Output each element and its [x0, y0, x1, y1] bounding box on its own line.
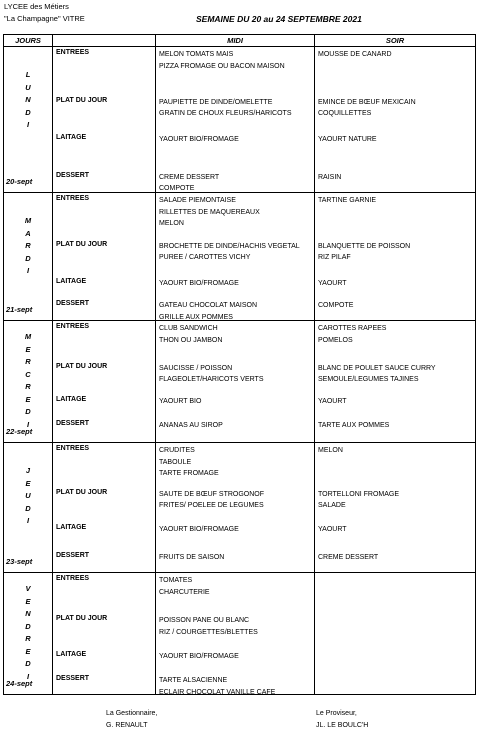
- meal-category: ENTREES: [53, 443, 156, 487]
- day-letter: D: [25, 621, 31, 631]
- meal-category: ENTREES: [53, 193, 156, 239]
- soir-dish: CREME DESSERT: [318, 554, 379, 562]
- day-label: [4, 443, 53, 572]
- soir-dish: RIZ PILAF: [318, 254, 351, 262]
- meal-row: [53, 276, 475, 298]
- day-letter: M: [24, 216, 32, 225]
- midi-dish: YAOURT BIO/FROMAGE: [159, 526, 239, 534]
- midi-dish: ECLAIR CHOCOLAT VANILLE CAFE: [159, 688, 276, 696]
- soir-cell: [315, 95, 475, 133]
- school-name: LYCEE des Métiers: [4, 2, 69, 11]
- menu-table: [3, 34, 476, 695]
- soir-header: SOIR: [385, 36, 405, 45]
- day-letter: A: [25, 228, 31, 238]
- midi-dish: BROCHETTE DE DINDE/HACHIS VEGETAL: [159, 242, 300, 250]
- midi-dish: GRILLE AUX POMMES: [159, 313, 233, 321]
- soir-dish: YAOURT: [318, 526, 347, 534]
- soir-dish: BLANC DE POULET SAUCE CURRY: [318, 364, 436, 372]
- soir-cell: [315, 487, 475, 523]
- meal-category: LAITAGE: [53, 649, 156, 673]
- midi-cell: [156, 276, 315, 298]
- meal-category: DESSERT: [53, 298, 156, 320]
- meal-category: ENTREES: [53, 573, 156, 613]
- midi-dish: SAUTE DE BŒUF STROGONOF: [159, 490, 265, 498]
- footer-proviseur: [316, 708, 368, 732]
- soir-cell: [315, 132, 475, 170]
- midi-cell: [156, 613, 315, 649]
- midi-cell: [156, 361, 315, 395]
- meal-category: DESSERT: [53, 673, 156, 694]
- day-letter: I: [26, 266, 30, 275]
- meal-row: [53, 573, 475, 613]
- soir-cell: [315, 321, 475, 361]
- day-letter: D: [25, 107, 31, 117]
- soir-cell: [315, 550, 475, 572]
- meal-row: [53, 487, 475, 523]
- soir-cell: [315, 443, 475, 487]
- day-block: [4, 193, 475, 321]
- midi-cell: [156, 239, 315, 277]
- meal-category: DESSERT: [53, 418, 156, 442]
- day-letter: R: [25, 241, 31, 250]
- day-date: 20-sept: [6, 177, 33, 186]
- soir-dish: COQUILLETTES: [318, 110, 372, 118]
- midi-cell: [156, 47, 315, 95]
- soir-cell: [315, 418, 475, 442]
- midi-cell: [156, 298, 315, 320]
- day-letter: I: [26, 516, 30, 525]
- meal-category: ENTREES: [53, 321, 156, 361]
- midi-dish: GATEAU CHOCOLAT MAISON: [159, 302, 258, 309]
- soir-cell: [315, 673, 475, 694]
- day-letter: M: [24, 332, 32, 341]
- day-date: 23-sept: [6, 557, 33, 566]
- day-letters: [4, 443, 52, 528]
- midi-cell: [156, 573, 315, 613]
- gestionnaire-title: La Gestionnaire,: [106, 710, 158, 717]
- midi-dish: THON OU JAMBON: [159, 336, 223, 344]
- soir-dish: CAROTTES RAPEES: [318, 325, 387, 332]
- day-letter: R: [25, 357, 31, 366]
- meal-row: [53, 522, 475, 550]
- soir-dish: BLANQUETTE DE POISSON: [318, 242, 411, 250]
- meal-row: [53, 361, 475, 395]
- soir-dish: MELON: [318, 447, 343, 454]
- soir-dish: YAOURT: [318, 398, 347, 406]
- midi-cell: [156, 170, 315, 192]
- day-letter: N: [25, 95, 31, 104]
- meal-category: PLAT DU JOUR: [53, 613, 156, 649]
- day-letter: E: [25, 646, 31, 656]
- meal-category: PLAT DU JOUR: [53, 487, 156, 523]
- day-letter: E: [25, 344, 31, 354]
- day-date: 21-sept: [6, 305, 33, 314]
- day-letter: N: [25, 609, 31, 618]
- meal-row: [53, 613, 475, 649]
- meal-row: [53, 649, 475, 673]
- midi-cell: [156, 418, 315, 442]
- meal-row: [53, 321, 475, 361]
- soir-cell: [315, 239, 475, 277]
- midi-dish: COMPOTE: [159, 185, 195, 193]
- midi-dish: YAOURT BIO: [159, 398, 202, 406]
- day-date: 24-sept: [6, 679, 33, 688]
- soir-dish: TARTINE GARNIE: [318, 197, 377, 204]
- soir-dish: TARTE AUX POMMES: [318, 422, 390, 430]
- meal-category: PLAT DU JOUR: [53, 361, 156, 395]
- meal-row: [53, 193, 475, 239]
- meal-category: DESSERT: [53, 550, 156, 572]
- meal-row: [53, 673, 475, 694]
- midi-dish: CRUDITES: [159, 447, 195, 454]
- meal-category: PLAT DU JOUR: [53, 239, 156, 277]
- midi-dish: FLAGEOLET/HARICOTS VERTS: [159, 376, 264, 384]
- day-label: [4, 47, 53, 192]
- proviseur-title: Le Proviseur,: [316, 710, 357, 717]
- midi-cell: [156, 673, 315, 694]
- day-letter: R: [25, 634, 31, 643]
- day-letter: E: [25, 394, 31, 404]
- soir-dish: RAISIN: [318, 173, 342, 181]
- soir-cell: [315, 170, 475, 192]
- meal-category: LAITAGE: [53, 394, 156, 418]
- meal-row: [53, 47, 475, 95]
- midi-dish: MELON TOMATS MAIS: [159, 51, 234, 58]
- midi-dish: TARTE FROMAGE: [159, 470, 219, 477]
- soir-dish: COMPOTE: [318, 302, 354, 309]
- soir-cell: [315, 573, 475, 613]
- soir-cell: [315, 47, 475, 95]
- school-subtitle: "La Champagne" VITRE: [4, 14, 85, 23]
- soir-dish: TORTELLONI FROMAGE: [318, 490, 400, 498]
- day-letter: J: [25, 466, 31, 475]
- midi-dish: PIZZA FROMAGE OU BACON MAISON: [159, 62, 285, 70]
- soir-cell: [315, 193, 475, 239]
- soir-cell: [315, 394, 475, 418]
- midi-dish: GRATIN DE CHOUX FLEURS/HARICOTS: [159, 110, 292, 118]
- soir-cell: [315, 361, 475, 395]
- midi-cell: [156, 321, 315, 361]
- meal-category: DESSERT: [53, 170, 156, 192]
- midi-cell: [156, 522, 315, 550]
- footer-gestionnaire: [106, 708, 157, 732]
- midi-cell: [156, 132, 315, 170]
- proviseur-name: JL. LE BOULC'H: [316, 722, 369, 729]
- midi-dish: TABOULE: [159, 458, 192, 466]
- days-container: [4, 47, 475, 694]
- soir-dish: YAOURT: [318, 280, 347, 288]
- day-letter: U: [25, 491, 31, 500]
- midi-cell: [156, 487, 315, 523]
- midi-dish: YAOURT BIO/FROMAGE: [159, 653, 239, 660]
- midi-dish: PUREE / CAROTTES VICHY: [159, 254, 251, 262]
- midi-dish: TOMATES: [159, 577, 193, 584]
- day-letter: U: [25, 82, 31, 92]
- table-header: [4, 35, 475, 47]
- day-letters: [4, 573, 52, 683]
- midi-dish: RIZ / COURGETTES/BLETTES: [159, 628, 258, 636]
- midi-dish: SAUCISSE / POISSON: [159, 364, 233, 372]
- meal-row: [53, 170, 475, 192]
- day-letter: L: [25, 70, 31, 79]
- day-letter: I: [26, 671, 30, 681]
- midi-dish: CREME DESSERT: [159, 173, 220, 181]
- soir-cell: [315, 298, 475, 320]
- midi-dish: FRUITS DE SAISON: [159, 554, 225, 562]
- day-block: [4, 47, 475, 193]
- soir-dish: POMELOS: [318, 336, 353, 344]
- soir-cell: [315, 276, 475, 298]
- week-title: SEMAINE DU 20 au 24 SEPTEMBRE 2021: [196, 14, 362, 24]
- midi-header: MIDI: [156, 35, 315, 46]
- meal-row: [53, 394, 475, 418]
- day-block: [4, 443, 475, 573]
- soir-cell: [315, 522, 475, 550]
- meal-row: [53, 239, 475, 277]
- day-letter: I: [26, 419, 30, 429]
- midi-dish: ANANAS AU SIROP: [159, 422, 223, 430]
- day-label: [4, 193, 53, 320]
- midi-dish: PAUPIETTE DE DINDE/OMELETTE: [159, 98, 273, 106]
- meal-category: LAITAGE: [53, 276, 156, 298]
- day-label: [4, 573, 53, 694]
- meal-category: LAITAGE: [53, 522, 156, 550]
- day-letter: V: [25, 584, 31, 593]
- day-block: [4, 573, 475, 694]
- meal-row: [53, 550, 475, 572]
- midi-dish: SALADE PIEMONTAISE: [159, 197, 236, 204]
- midi-dish: FRITES/ POELEE DE LEGUMES: [159, 502, 264, 510]
- midi-dish: POISSON PANE OU BLANC: [159, 617, 250, 624]
- day-letters: [4, 193, 52, 278]
- day-letter: E: [25, 596, 31, 606]
- midi-cell: [156, 443, 315, 487]
- gestionnaire-name: G. RENAULT: [106, 722, 148, 729]
- midi-dish: YAOURT BIO/FROMAGE: [159, 280, 239, 288]
- day-letter: C: [25, 369, 31, 379]
- day-date: 22-sept: [6, 427, 33, 436]
- midi-dish: YAOURT BIO/FROMAGE: [159, 136, 239, 144]
- day-letter: R: [25, 382, 31, 391]
- midi-dish: TARTE ALSACIENNE: [159, 677, 228, 684]
- soir-dish: EMINCE DE BŒUF MEXICAIN: [318, 98, 416, 106]
- day-letter: D: [25, 659, 31, 668]
- meal-row: [53, 418, 475, 442]
- soir-cell: [315, 613, 475, 649]
- soir-dish: MOUSSE DE CANARD: [318, 51, 392, 58]
- day-letter: D: [25, 503, 31, 513]
- meal-row: [53, 298, 475, 320]
- midi-cell: [156, 394, 315, 418]
- day-block: [4, 321, 475, 443]
- midi-dish: MELON: [159, 220, 184, 227]
- day-letters: [4, 321, 52, 431]
- soir-dish: SEMOULE/LEGUMES TAJINES: [318, 376, 419, 384]
- meal-category: PLAT DU JOUR: [53, 95, 156, 133]
- day-letter: I: [26, 120, 30, 129]
- day-letter: D: [25, 253, 31, 263]
- midi-dish: CLUB SANDWICH: [159, 325, 218, 332]
- soir-cell: [315, 649, 475, 673]
- meal-category: LAITAGE: [53, 132, 156, 170]
- day-label: [4, 321, 53, 442]
- midi-dish: RILLETTES DE MAQUEREAUX: [159, 208, 260, 216]
- meal-row: [53, 95, 475, 133]
- midi-cell: [156, 95, 315, 133]
- day-letters: [4, 47, 52, 132]
- midi-cell: [156, 649, 315, 673]
- soir-dish: YAOURT NATURE: [318, 136, 377, 144]
- midi-cell: [156, 193, 315, 239]
- midi-dish: CHARCUTERIE: [159, 588, 210, 596]
- meal-row: [53, 443, 475, 487]
- meal-row: [53, 132, 475, 170]
- meal-category: ENTREES: [53, 47, 156, 95]
- midi-cell: [156, 550, 315, 572]
- soir-dish: SALADE: [318, 502, 346, 510]
- day-letter: E: [25, 478, 31, 488]
- category-header: [53, 35, 156, 46]
- jours-header: JOURS: [4, 35, 53, 46]
- day-letter: D: [25, 407, 31, 416]
